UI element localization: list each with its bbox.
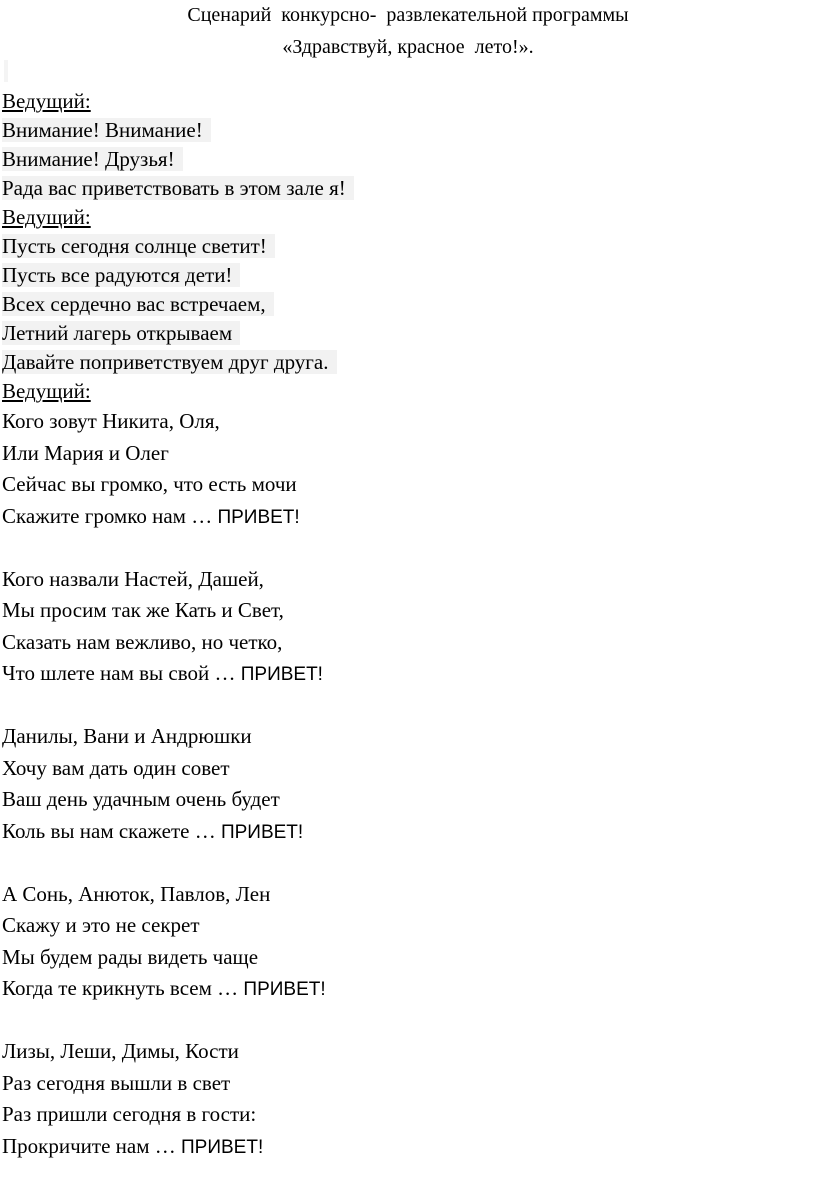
final-line-text: Что шлете нам вы свой … [2,661,241,685]
script-body [2,87,802,1162]
stanza-line: Сейчас вы громко, что есть мочи [2,472,297,496]
stanza-gap [2,532,802,564]
intro-section [2,87,802,406]
greeting-stanzas [2,406,802,1162]
stanza-gap [2,690,802,722]
highlight-marker [4,60,8,82]
line-text: Летний лагерь открываем [2,321,240,345]
stanza-gap [2,1005,802,1037]
line-text: Пусть все радуются дети! [2,263,240,287]
stanza-line: Мы просим так же Кать и Свет, [2,598,284,622]
speaker-label [2,377,802,406]
stanza [2,721,802,847]
line-text: Внимание! Внимание! [2,118,211,142]
stanza-final-line [2,973,802,1005]
stanza-line: Раз пришли сегодня в гости: [2,1102,257,1126]
stanza-line: Хочу вам дать один совет [2,755,230,780]
stanza-final-line [2,1131,802,1163]
stanza-line: Или Мария и Олег [2,440,169,465]
stanza-final-line [2,816,802,848]
stanza-gap [2,847,802,879]
shout-privet: ПРИВЕТ! [243,979,326,1000]
stanza-line: Ваш день удачным очень будет [2,787,280,811]
script-line [2,145,802,174]
shout-privet: ПРИВЕТ! [240,664,323,685]
speaker-text: Ведущий: [2,379,91,403]
stanza-line: Мы будем рады видеть чаще [2,944,259,969]
final-line-text: Прокричите нам … [2,1133,182,1158]
line-text: Пусть сегодня солнце светит! [2,234,275,258]
stanza [2,1036,802,1162]
speaker-text: Ведущий: [2,89,91,113]
final-line-text: Коль вы нам скажете … [2,818,221,843]
stanza [2,564,802,690]
script-line [2,319,802,348]
script-line [2,174,802,203]
final-line-text: Скажите громко нам … [2,503,218,528]
line-text: Рада вас приветствовать в этом зале я! [2,176,354,200]
stanza-final-line [2,501,802,533]
script-line [2,116,802,145]
stanza [2,406,802,532]
shout-privet: ПРИВЕТ! [181,1136,264,1158]
stanza-line: Лизы, Леши, Димы, Кости [2,1039,239,1063]
stanza [2,879,802,1005]
document-title-line-2: «Здравствуй, красное лето!». [282,36,534,58]
speaker-label [2,87,802,116]
script-line [2,348,802,377]
shout-privet: ПРИВЕТ! [217,506,300,528]
line-text: Давайте поприветствуем друг друга. [2,350,337,374]
stanza-line: Скажу и это не секрет [2,913,200,937]
stanza-final-line [2,658,802,690]
final-line-text: Когда те крикнуть всем … [2,976,244,1000]
script-line [2,290,802,319]
stanza-line: Кого назвали Настей, Дашей, [2,566,264,591]
stanza-line: Кого зовут Никита, Оля, [2,409,220,433]
line-text: Всех сердечно вас встречаем, [2,292,274,316]
document-title-line-1: Сценарий конкурсно- развлекательной программы [187,4,629,26]
stanza-line: Сказать нам вежливо, но четко, [2,629,283,654]
line-text: Внимание! Друзья! [2,147,183,171]
script-line [2,261,802,290]
stanza-line: Данилы, Вани и Андрюшки [2,724,252,748]
stanza-line: Раз сегодня вышли в свет [2,1070,231,1095]
shout-privet: ПРИВЕТ! [220,821,304,843]
speaker-text: Ведущий: [2,205,91,229]
speaker-label [2,203,802,232]
stanza-line: А Сонь, Анюток, Павлов, Лен [2,881,271,906]
script-line [2,232,802,261]
